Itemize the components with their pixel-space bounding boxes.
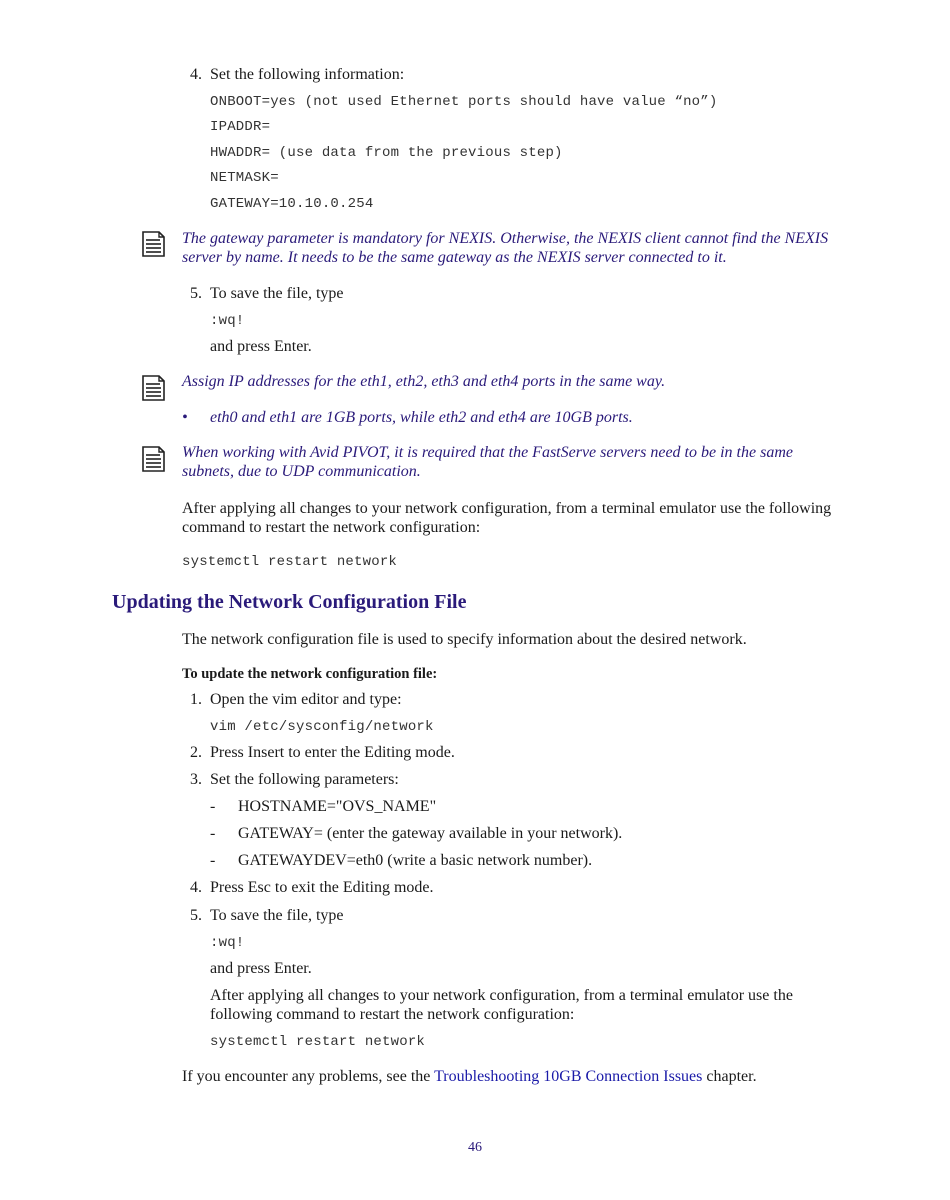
step-text: Open the vim editor and type:: [210, 691, 402, 708]
page-number: 46: [468, 1140, 482, 1155]
step-number: 2.: [190, 744, 202, 761]
param-text: HOSTNAME="OVS_NAME": [238, 798, 437, 815]
step-text-after: and press Enter.: [210, 338, 312, 355]
step-text: Press Esc to exit the Editing mode.: [210, 879, 434, 896]
code-line: ONBOOT=yes (not used Ethernet ports should have value “no”): [210, 94, 718, 110]
step-number: 4.: [190, 66, 202, 83]
procedure-title: To update the network configuration file:: [182, 666, 438, 682]
code-line: HWADDR= (use data from the previous step): [210, 145, 563, 161]
note-text: server by name. It needs to be the same gateway as the NEXIS server connected to it.: [182, 249, 727, 266]
code-line: NETMASK=: [210, 170, 279, 186]
step-number: 5.: [190, 907, 202, 924]
note-icon: [140, 444, 166, 474]
note-text: subnets, due to UDP communication.: [182, 463, 421, 480]
param-text: GATEWAYDEV=eth0 (write a basic network number).: [238, 852, 593, 869]
code-line: systemctl restart network: [182, 554, 398, 570]
step-number: 5.: [190, 285, 202, 302]
paragraph: following command to restart the network configuration:: [210, 1006, 575, 1023]
step-text: Press Insert to enter the Editing mode.: [210, 744, 455, 761]
param-dash: -: [210, 798, 216, 815]
section-intro: The network configuration file is used to specify information about the desired network.: [182, 631, 747, 648]
step-number: 3.: [190, 771, 202, 788]
note-text: When working with Avid PIVOT, it is required that the FastServe servers need to be in the same: [182, 444, 793, 461]
code-line: :wq!: [210, 313, 245, 329]
code-line: :wq!: [210, 935, 245, 951]
param-dash: -: [210, 852, 216, 869]
note-bullet: •: [182, 409, 188, 426]
problems-prefix: If you encounter any problems, see the: [182, 1068, 435, 1085]
param-dash: -: [210, 825, 216, 842]
note-text: The gateway parameter is mandatory for NEXIS. Otherwise, the NEXIS client cannot find the NEXIS: [182, 230, 829, 247]
note-icon: [140, 373, 166, 403]
paragraph: After applying all changes to your network configuration, from a terminal emulator use the following: [182, 500, 832, 517]
paragraph: command to restart the network configuration:: [182, 519, 481, 536]
problems-paragraph: [182, 1067, 757, 1086]
step-number: 4.: [190, 879, 202, 896]
problems-suffix: chapter.: [702, 1068, 757, 1085]
code-line: IPADDR=: [210, 119, 271, 135]
note-icon: [140, 229, 166, 259]
section-heading: Updating the Network Configuration File: [112, 591, 467, 613]
troubleshooting-link[interactable]: Troubleshooting 10GB Connection Issues: [434, 1068, 703, 1085]
code-line: vim /etc/sysconfig/network: [210, 719, 434, 735]
step-number: 1.: [190, 691, 202, 708]
code-line: systemctl restart network: [210, 1034, 426, 1050]
note-text: Assign IP addresses for the eth1, eth2, eth3 and eth4 ports in the same way.: [182, 373, 666, 390]
code-line: GATEWAY=10.10.0.254: [210, 196, 374, 212]
step-text: Set the following parameters:: [210, 771, 399, 788]
note-bullet-text: eth0 and eth1 are 1GB ports, while eth2 and eth4 are 10GB ports.: [210, 409, 633, 426]
step-text: Set the following information:: [210, 66, 405, 83]
paragraph: After applying all changes to your network configuration, from a terminal emulator use the: [210, 987, 793, 1004]
step-text-after: and press Enter.: [210, 960, 312, 977]
param-text: GATEWAY= (enter the gateway available in your network).: [238, 825, 623, 842]
step-text: To save the file, type: [210, 285, 344, 302]
step-text: To save the file, type: [210, 907, 344, 924]
